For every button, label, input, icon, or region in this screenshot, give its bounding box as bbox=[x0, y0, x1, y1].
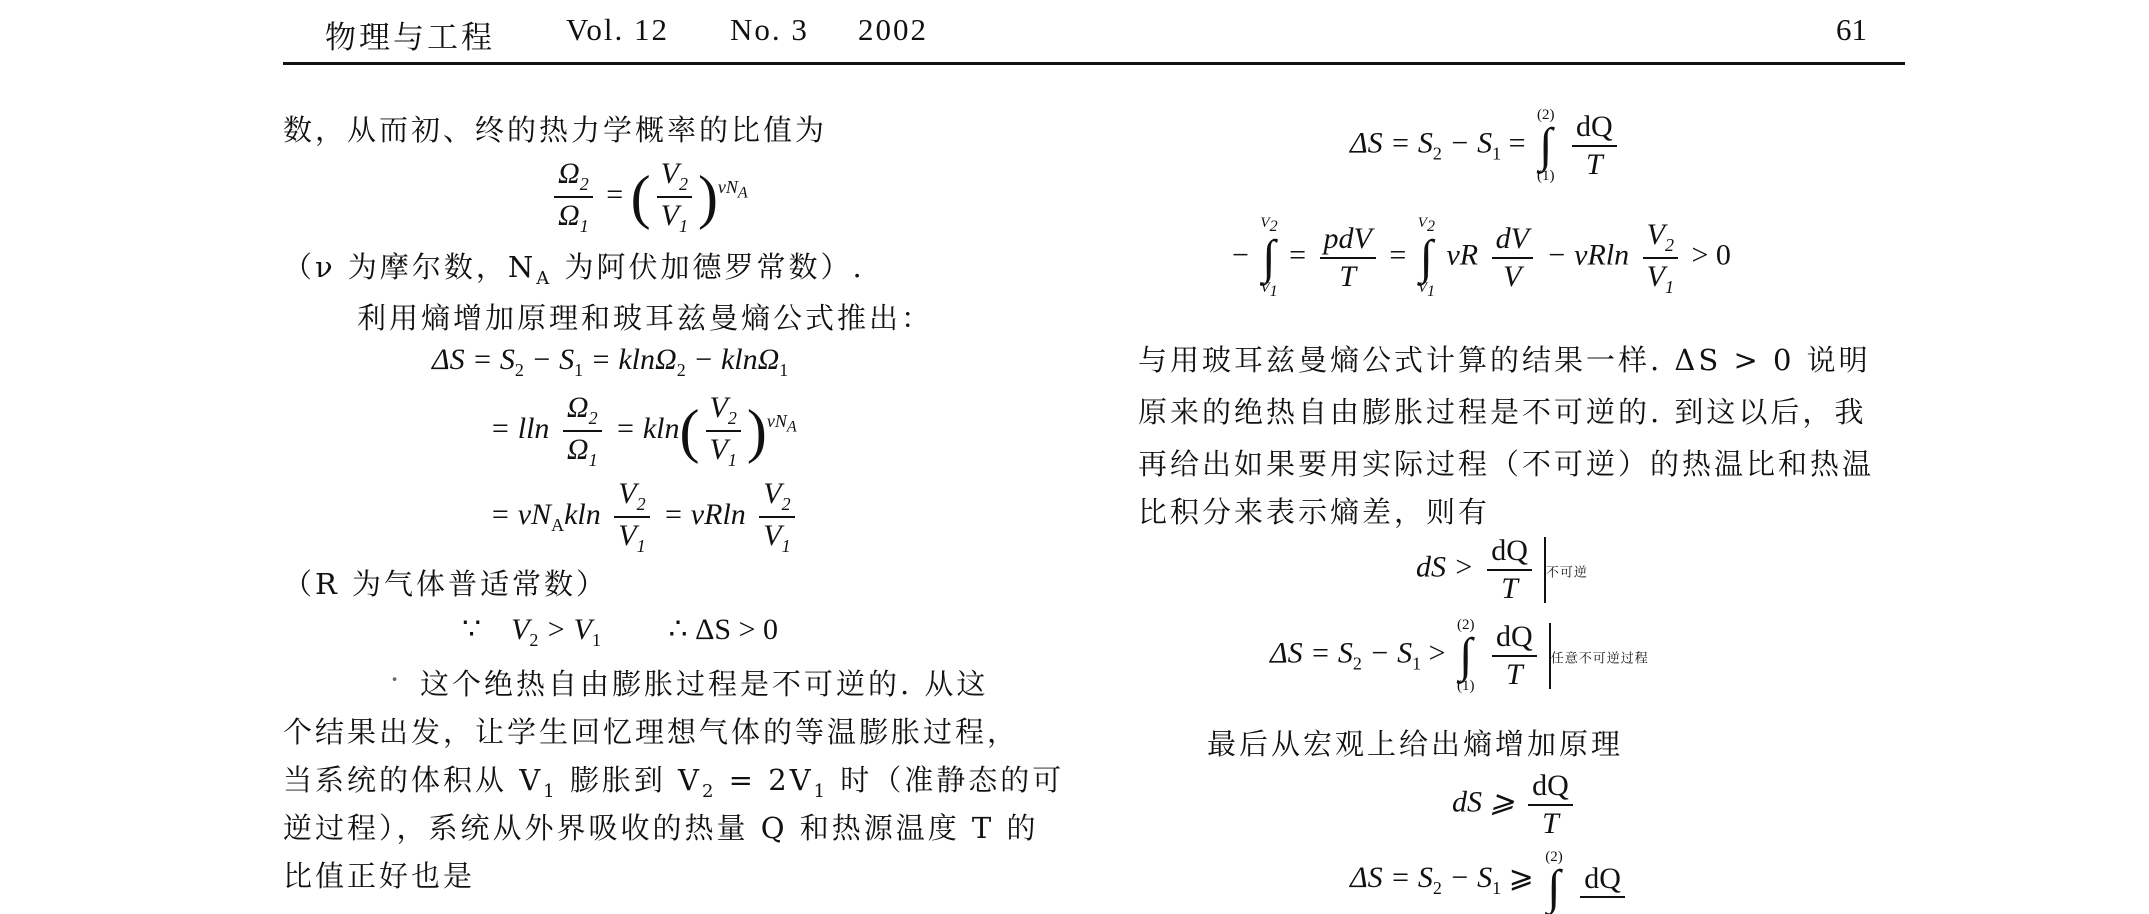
right-paragraph-line-5: 最后从宏观上给出熵增加原理 bbox=[1207, 727, 1624, 761]
page-number: 61 bbox=[1836, 12, 1867, 47]
right-paragraph-line-1: 与用玻耳兹曼熵公式计算的结果一样. ΔS > 0 说明 bbox=[1138, 343, 1871, 377]
right-equation-integral-evaluation: − V2 ∫ V1 = $\frac{\text{pdV}}{T}$ = V2 ∫ V1 νR $\frac{dV}{V}$ − νRln $\frac{V_2}{V_1}$ > 0 bbox=[1232, 215, 1731, 300]
left-note-1: （ν 为摩尔数，$N_A$ 为阿伏加德罗常数）. bbox=[283, 250, 865, 289]
journal-name: 物理与工程 bbox=[325, 20, 495, 56]
left-paragraph-3-line-5: 比值正好也是 bbox=[283, 859, 476, 893]
right-paragraph-line-3: 再给出如果要用实际过程（不可逆）的热温比和热温 bbox=[1138, 447, 1875, 481]
left-paragraph-3-line-4: 逆过程），系统从外界吸收的热量 Q 和热源温度 T 的 bbox=[283, 811, 1039, 845]
left-paragraph-1: 数，从而初、终的热力学概率的比值为 bbox=[283, 113, 828, 147]
journal-year: 2002 bbox=[858, 12, 928, 47]
right-entropy-principle-delta-s: $\Delta S = S_2 - S_1$ ⩾ (2) ∫ dQ bbox=[1350, 850, 1631, 911]
right-paragraph-line-2: 原来的绝热自由膨胀过程是不可逆的. 到这以后，我 bbox=[1138, 395, 1867, 429]
left-paragraph-3-line-2: 个结果出发，让学生回忆理想气体的等温膨胀过程， bbox=[283, 715, 1020, 749]
omega-ratio-equation: $\frac{\Omega_2}{\Omega_1}$ = ( $\frac{V_2}{V_1}$ )$^{\nu NA}$ bbox=[548, 158, 748, 236]
margin-dot: · bbox=[390, 662, 403, 696]
right-equation-delta-s-integral: $\Delta S = S_2 - S_1$ = (2) ∫ (1) $\frac{dQ}{T}$ bbox=[1350, 108, 1623, 184]
right-inequality-ds: dS > $\frac{dQ}{T}$ 不可逆 bbox=[1416, 534, 1588, 605]
left-paragraph-2: 利用熵增加原理和玻耳兹曼熵公式推出： bbox=[357, 301, 934, 335]
right-paragraph-line-4: 比积分来表示熵差，则有 bbox=[1138, 495, 1491, 529]
entropy-derivation-line-3: = $\nu N_Akln$ $\frac{V_2}{V_1}$ = νRln $\frac{V_2}{V_1}$ bbox=[490, 478, 801, 556]
left-paragraph-3-line-3: 当系统的体积从 $V_1$ 膨胀到 $V_2 = 2V_1$ 时（准静态的可 bbox=[283, 763, 1065, 802]
left-paragraph-3-line-1: 这个绝热自由膨胀过程是不可逆的. 从这 bbox=[420, 667, 989, 701]
header-rule bbox=[283, 62, 1905, 65]
left-note-2: （R 为气体普适常数） bbox=[283, 567, 609, 601]
journal-volume: Vol. 12 bbox=[566, 12, 670, 47]
entropy-derivation-line-1: $\Delta S = S_2 - S_1 = kln\Omega_2 - kln\Omega_1$ bbox=[432, 343, 789, 380]
right-inequality-delta-s: $\Delta S = S_2 - S_1$ > (2) ∫ (1) $\frac{dQ}{T}$ 任意不可逆过程 bbox=[1270, 617, 1649, 694]
right-entropy-principle-ds: dS ⩾ $\frac{dQ}{T}$ bbox=[1452, 770, 1579, 839]
because-therefore-line: ∵ $V_2 > V_1$ ∴ ΔS > 0 bbox=[462, 613, 778, 650]
journal-issue: No. 3 bbox=[730, 12, 809, 47]
entropy-derivation-line-2: = lln $\frac{\Omega_2}{\Omega_1}$ = kln( $\frac{V_2}{V_1}$ )$^{\nu NA}$ bbox=[490, 391, 797, 470]
